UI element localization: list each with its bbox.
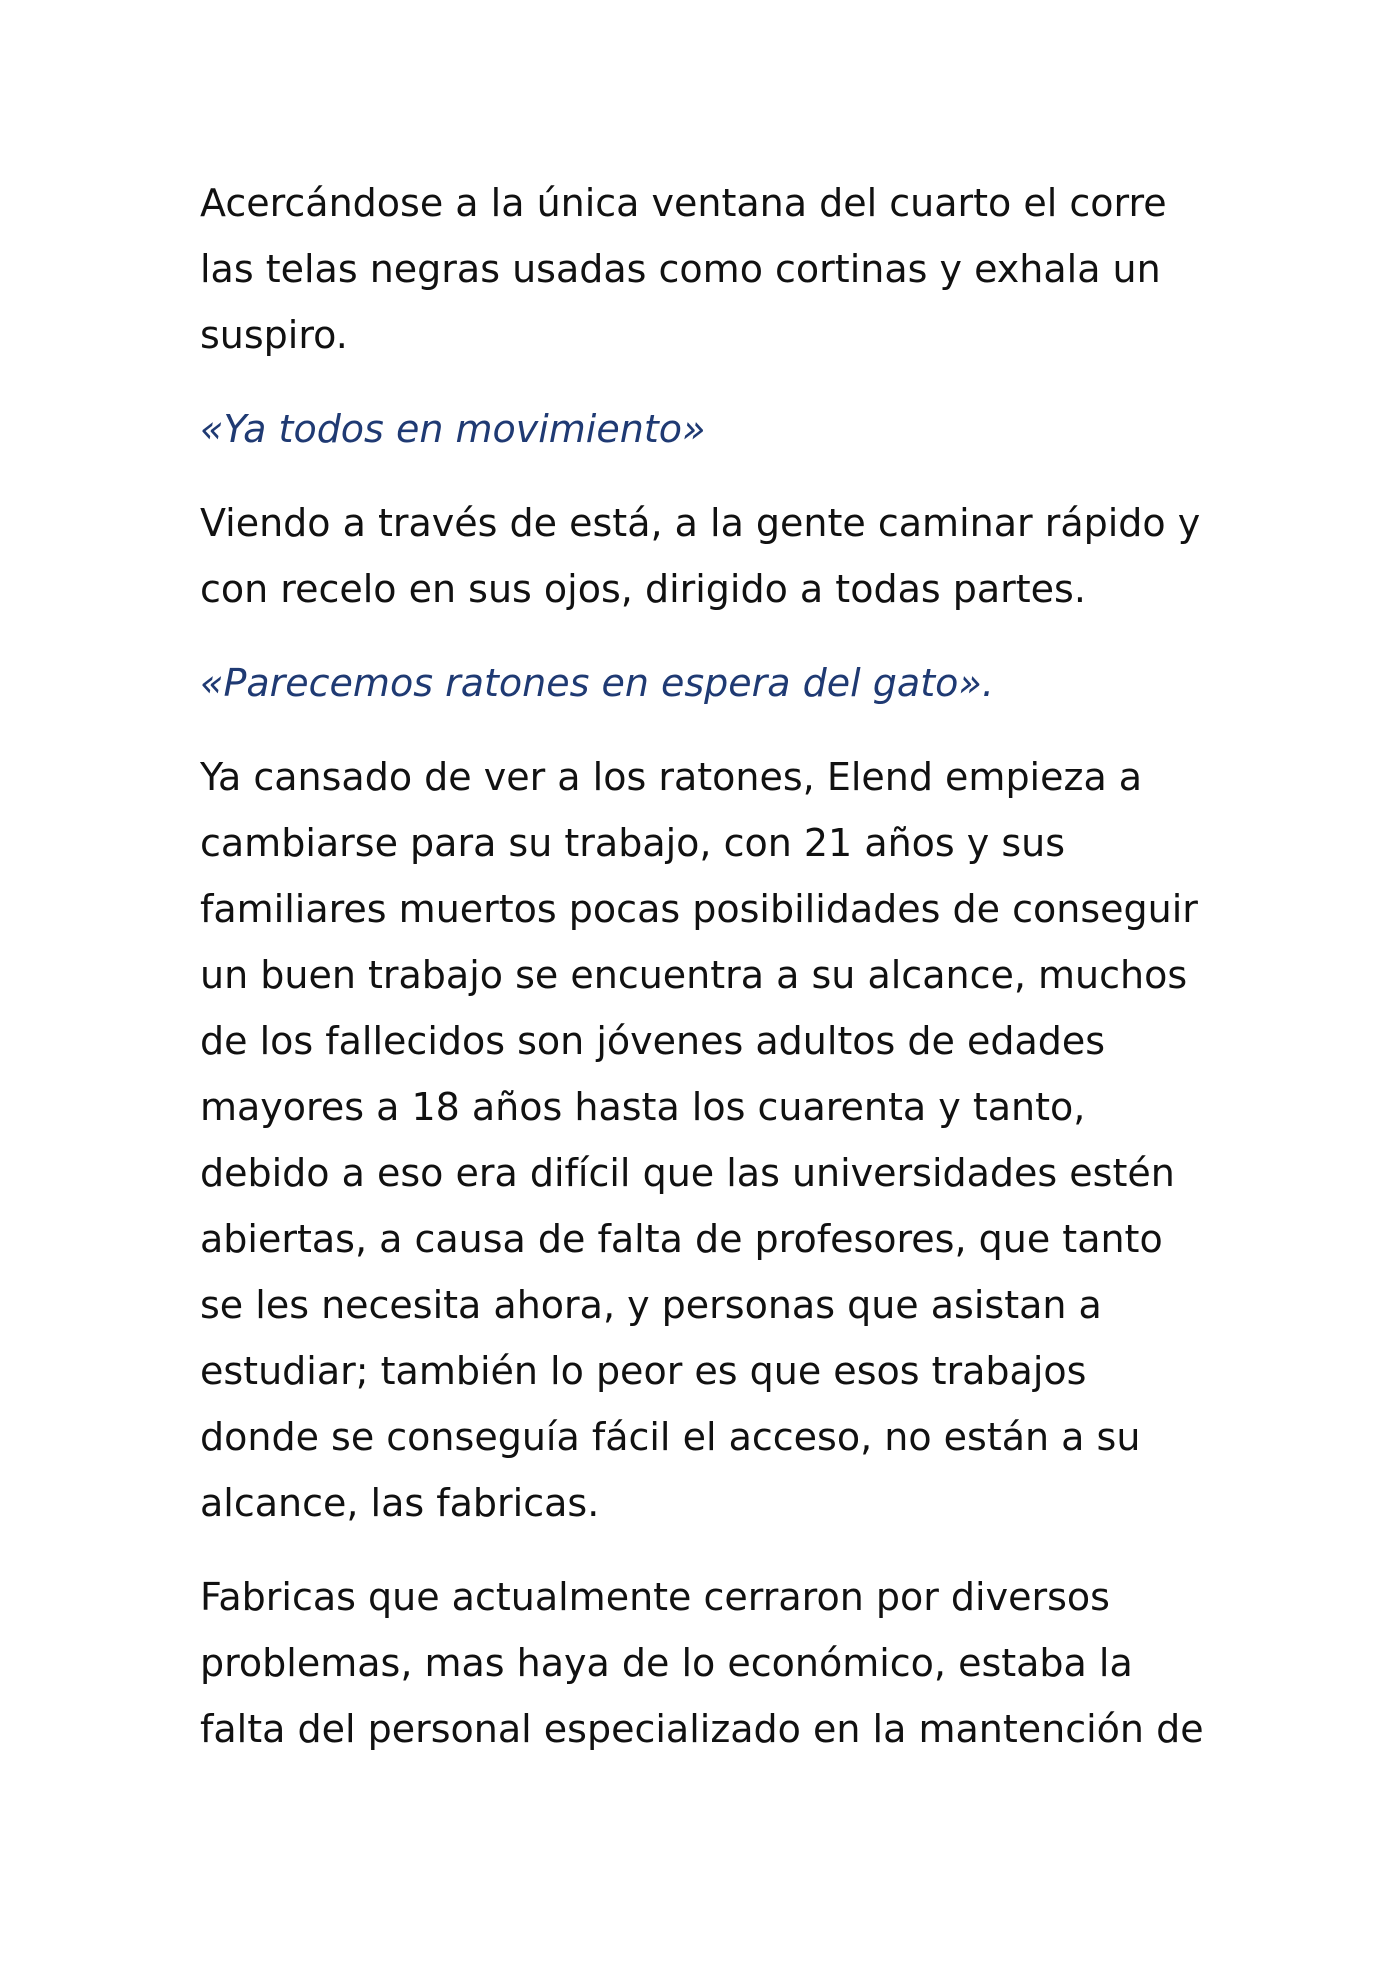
document-page [200,170,1210,1790]
inner-thought-movement: «Ya todos en movimiento» [200,407,706,451]
paragraph-people-walking: Viendo a través de está, a la gente caminar rápido y con recelo en sus ojos, dirigido a todas partes. [200,501,1201,611]
paragraph-window: Acercándose a la única ventana del cuarto el corre las telas negras usadas como cortinas y exhala un suspiro. [200,181,1167,357]
paragraph-elend-work: Ya cansado de ver a los ratones, Elend empieza a cambiarse para su trabajo, con 21 años y sus familiares muertos pocas posibilidades de conseguir un buen trabajo se encuentra a su alcance, muchos de los fallecidos son jóvenes adultos de edades mayores a 18 años hasta los cuarenta y tanto, debido a eso era difícil que las universidades estén abiertas, a causa de falta de profesores, que tanto se les necesita ahora, y personas que asistan a estudiar; también lo peor es que esos trabajos donde se conseguía fácil el acceso, no están a su alcance, las fabricas. [200,755,1198,1525]
paragraph-factories: Fabricas que actualmente cerraron por diversos problemas, mas haya de lo económico, estaba la falta del personal especializado en la mantención de [200,1575,1204,1751]
inner-thought-mice: «Parecemos ratones en espera del gato». [200,661,994,705]
